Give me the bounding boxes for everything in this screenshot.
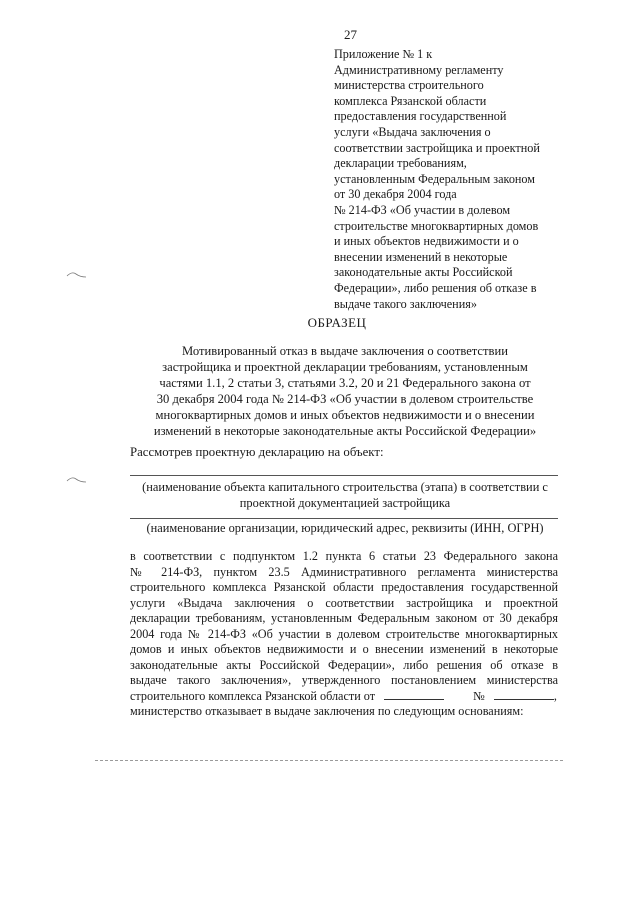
object-caption	[120, 479, 570, 511]
annex-reference	[334, 47, 564, 312]
body-line: № 214-ФЗ, пунктом 23.5 Административного регламента министерства	[130, 564, 558, 579]
object-caption-line: (наименование объекта капитального строительства (этапа) в соответствии с	[142, 480, 548, 494]
annex-line: Федерации», либо решения об отказе в	[334, 280, 537, 295]
object-caption-line: проектной документацией застройщика	[239, 496, 451, 510]
body-line: 2004 года № 214-ФЗ «Об участии в долевом строительстве многоквартирных	[130, 626, 558, 641]
lead-in-text: Рассмотрев проектную декларацию на объект:	[130, 445, 384, 459]
annex-line: предоставления государственной	[334, 109, 507, 124]
organization-caption	[120, 520, 570, 536]
body-line: выдаче такого заключения», утвержденного постановлением министерства	[130, 673, 558, 687]
annex-line: строительстве многоквартирных домов	[334, 218, 539, 233]
body-line: строительного комплекса Рязанской области предоставления государственной	[130, 580, 558, 594]
number-sign: №	[473, 688, 485, 703]
annex-line: и иных объектов недвижимости и о	[334, 234, 519, 249]
organization-caption-line: (наименование организации, юридический адрес, реквизиты (ИНН, ОГРН)	[146, 521, 544, 535]
body-line: в соответствии с подпунктом 1.2 пункта 6 статьи 23 Федерального закона	[130, 549, 558, 563]
annex-line: комплекса Рязанской области	[334, 93, 487, 108]
annex-line: законодательные акты Российской	[334, 265, 513, 280]
body-paragraph	[130, 549, 558, 720]
body-line: министерство отказывает в выдаче заключения по следующим основаниям:	[130, 704, 524, 718]
annex-line: соответствии застройщика и проектной	[334, 140, 540, 155]
annex-line: Административному регламенту	[334, 62, 504, 77]
number-blank	[494, 689, 554, 700]
scan-dotted-line	[95, 760, 563, 761]
annex-line: выдаче такого заключения»	[334, 296, 477, 311]
annex-line: декларации требованиям,	[334, 156, 467, 171]
body-line: декларации требованиям, установленным Федеральным законом от 30 декабря	[130, 611, 558, 625]
body-line-start: строительного комплекса Рязанской области от	[130, 688, 376, 703]
scan-artifact-mark	[66, 270, 88, 280]
document-title	[120, 343, 570, 439]
annex-line: от 30 декабря 2004 года	[334, 187, 457, 202]
scan-artifact-mark	[66, 475, 88, 485]
body-line: услуги «Выдача заключения о соответствии застройщика и проектной	[130, 595, 558, 610]
body-line: домов и иных объектов недвижимости и о внесении изменений в некоторые	[130, 642, 558, 656]
title-line: изменений в некоторые законодательные акты Российской Федерации»	[153, 424, 537, 438]
annex-line: установленным Федеральным законом	[334, 171, 536, 186]
body-line: законодательные акты Российской Федерации», либо решения об отказе в	[130, 657, 558, 672]
annex-line: услуги «Выдача заключения о	[334, 124, 491, 139]
page-number: 27	[344, 27, 357, 42]
body-line-end: ,	[553, 688, 557, 703]
date-blank	[384, 689, 444, 700]
sample-label: ОБРАЗЕЦ	[307, 315, 367, 330]
annex-line: министерства строительного	[334, 78, 484, 93]
organization-fill-line	[130, 518, 558, 519]
annex-line: внесении изменений в некоторые	[334, 249, 508, 264]
annex-line: Приложение № 1 к	[334, 47, 433, 61]
object-fill-line	[130, 475, 558, 476]
annex-line: № 214-ФЗ «Об участии в долевом	[334, 202, 511, 217]
title-line: многоквартирных домов и иных объектов недвижимости и о внесении	[155, 408, 535, 422]
title-line: Мотивированный отказ в выдаче заключения о соответствии	[182, 344, 508, 358]
title-line: частями 1.1, 2 статьи 3, статьями 3.2, 20 и 21 Федерального закона от	[159, 376, 531, 390]
title-line: 30 декабря 2004 года № 214-ФЗ «Об участии в долевом строительстве	[156, 392, 534, 406]
body-line-with-blanks	[130, 689, 558, 705]
title-line: застройщика и проектной декларации требованиям, установленным	[162, 360, 528, 374]
